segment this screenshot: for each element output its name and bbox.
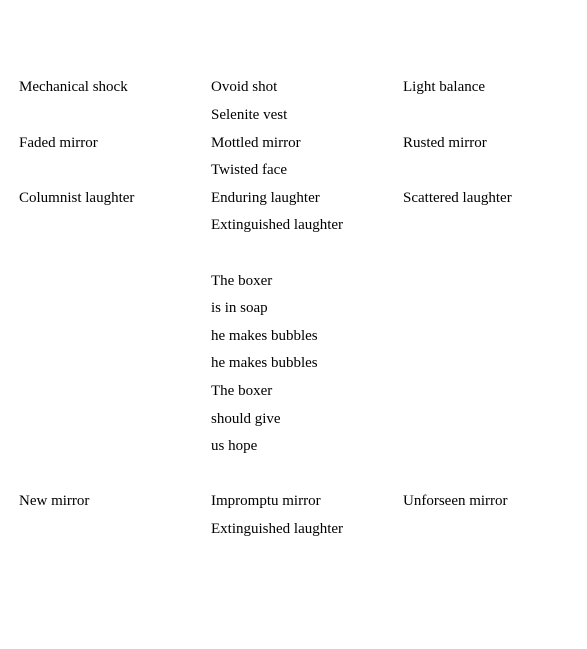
row2-col1-text: Faded mirror (19, 135, 98, 151)
stanza-line-6: should give (211, 411, 281, 427)
row3-col3-text: Scattered laughter (403, 190, 512, 206)
row1-col2-text: Ovoid shot (211, 79, 278, 95)
stanza-line-1: The boxer (211, 273, 273, 289)
row2-col2-extra-text: Twisted face (211, 162, 287, 178)
row3-col2-extra-text: Extinguished laughter (211, 217, 344, 233)
row3-col1-text: Columnist laughter (19, 190, 135, 206)
stanza-line-2: is in soap (211, 300, 268, 316)
row4-col2-text: Impromptu mirror (211, 493, 321, 509)
stanza-line-3: he makes bubbles (211, 328, 318, 344)
row1-col3-text: Light balance (403, 79, 486, 95)
row1-col1-text: Mechanical shock (19, 79, 128, 95)
stanza-line-7: us hope (211, 438, 258, 454)
row4-col3-text: Unforseen mirror (403, 493, 508, 509)
stanza-line-4: he makes bubbles (211, 355, 318, 371)
row3-col2-text: Enduring laughter (211, 190, 320, 206)
row2-col3-text: Rusted mirror (403, 135, 487, 151)
row4-col1-text: New mirror (19, 493, 90, 509)
row4-col2-extra-text: Extinguished laughter (211, 521, 344, 537)
row2-col2-text: Mottled mirror (211, 135, 301, 151)
row1-col2-extra-text: Selenite vest (211, 107, 288, 123)
stanza-line-5: The boxer (211, 383, 273, 399)
